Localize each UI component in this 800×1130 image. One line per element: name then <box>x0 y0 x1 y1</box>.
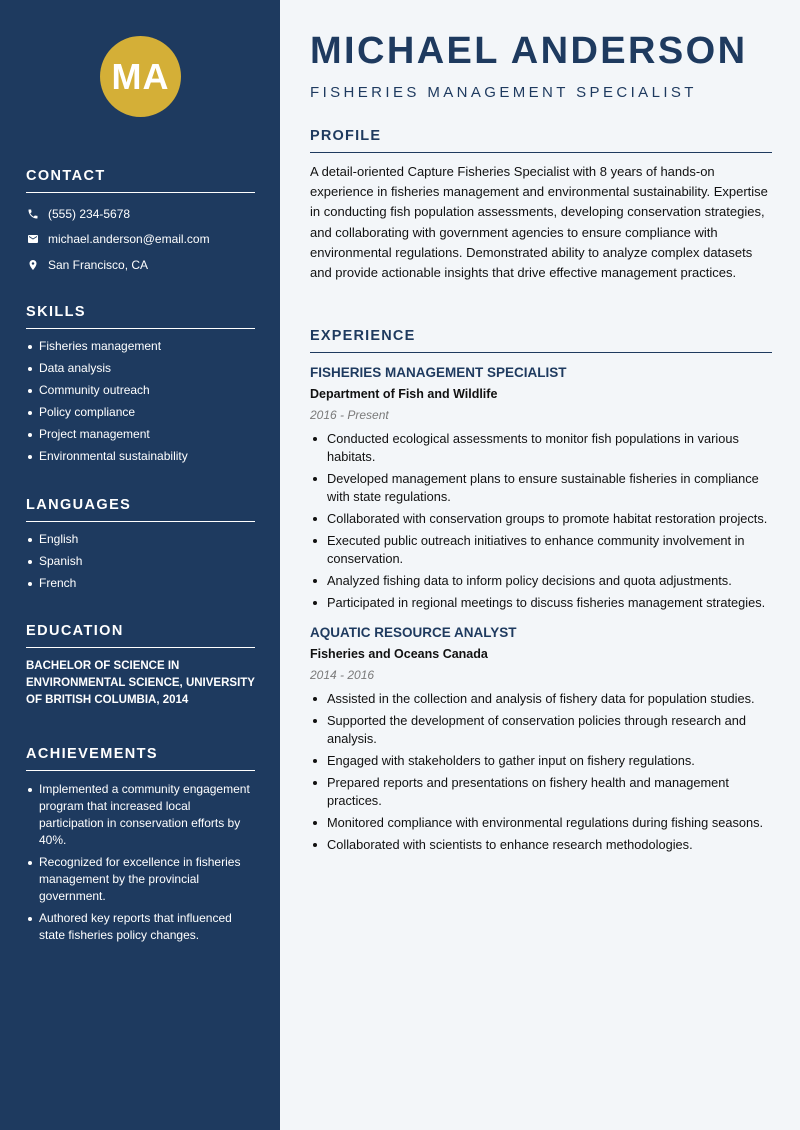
list-item: Engaged with stakeholders to gather input on fishery regulations. <box>310 752 772 770</box>
contact-location <box>26 252 255 278</box>
location-text: San Francisco, CA <box>48 257 149 272</box>
experience-heading: EXPERIENCE <box>310 328 772 353</box>
list-item: Supported the development of conservation policies through research and analysis. <box>310 712 772 748</box>
contact-phone <box>26 201 255 227</box>
list-item: Collaborated with conservation groups to promote habitat restoration projects. <box>310 510 772 528</box>
list-item: Environmental sustainability <box>26 448 255 465</box>
languages-heading: LANGUAGES <box>26 497 255 522</box>
profile-text: A detail-oriented Capture Fisheries Specialist with 8 years of hands-on experience in fisheries management and environmental sustainability. Expertise in conducting fish population assessments, developing conservation strategies, and collaborating with government agencies to ensure compliance with environmental regulations. Demonstrated ability to analyze complex datasets and provide actionable insights that drive effective management practices. <box>310 164 768 281</box>
education-heading: EDUCATION <box>26 623 255 648</box>
achievements-section <box>26 746 255 949</box>
education-degree: BACHELOR OF SCIENCE IN ENVIRONMENTAL SCIENCE, UNIVERSITY OF BRITISH COLUMBIA, 2014 <box>26 660 255 706</box>
list-item: Monitored compliance with environmental regulations during fishing seasons. <box>310 814 772 832</box>
job-company: Department of Fish and Wildlife <box>310 387 498 401</box>
list-item: Executed public outreach initiatives to enhance community involvement in conservation. <box>310 532 772 568</box>
list-item: Spanish <box>26 553 255 570</box>
candidate-title: FISHERIES MANAGEMENT SPECIALIST <box>310 84 697 101</box>
profile-heading: PROFILE <box>310 128 772 153</box>
job-company: Fisheries and Oceans Canada <box>310 647 488 661</box>
email-text: michael.anderson@email.com <box>48 232 210 247</box>
list-item: Fisheries management <box>26 338 255 355</box>
avatar-initials: MA <box>100 36 181 117</box>
list-item: Assisted in the collection and analysis of fishery data for population studies. <box>310 690 772 708</box>
contact-section <box>26 168 255 278</box>
profile-section <box>310 128 772 283</box>
education-section <box>26 623 255 709</box>
phone-icon <box>26 207 40 221</box>
languages-list <box>26 531 255 592</box>
job-title: AQUATIC RESOURCE ANALYST <box>310 625 517 640</box>
list-item: Prepared reports and presentations on fishery health and management practices. <box>310 774 772 810</box>
list-item: Recognized for excellence in fisheries management by the provincial government. <box>26 854 255 905</box>
skills-section <box>26 304 255 470</box>
skills-list <box>26 338 255 465</box>
achievements-heading: ACHIEVEMENTS <box>26 746 255 771</box>
list-item: Analyzed fishing data to inform policy decisions and quota adjustments. <box>310 572 772 590</box>
list-item: English <box>26 531 255 548</box>
sidebar <box>0 0 280 1130</box>
location-pin-icon <box>26 258 40 272</box>
list-item: Project management <box>26 426 255 443</box>
job-dates: 2014 - 2016 <box>310 668 375 682</box>
languages-section <box>26 497 255 597</box>
list-item: French <box>26 575 255 592</box>
phone-text: (555) 234-5678 <box>48 206 131 221</box>
list-item: Policy compliance <box>26 404 255 421</box>
job-entry <box>310 365 772 612</box>
contact-heading: CONTACT <box>26 168 255 193</box>
list-item: Implemented a community engagement program that increased local participation in conservation efforts by 40%. <box>26 781 255 849</box>
list-item: Participated in regional meetings to discuss fisheries management strategies. <box>310 594 772 612</box>
experience-section <box>310 328 772 858</box>
job-dates: 2016 - Present <box>310 408 389 422</box>
contact-email <box>26 227 255 253</box>
list-item: Conducted ecological assessments to monitor fish populations in various habitats. <box>310 430 772 466</box>
job-bullets <box>310 690 772 854</box>
list-item: Developed management plans to ensure sustainable fisheries in compliance with state regulations. <box>310 470 772 506</box>
job-title: FISHERIES MANAGEMENT SPECIALIST <box>310 365 567 380</box>
skills-heading: SKILLS <box>26 304 255 329</box>
list-item: Authored key reports that influenced state fisheries policy changes. <box>26 910 255 944</box>
job-entry <box>310 625 772 854</box>
list-item: Community outreach <box>26 382 255 399</box>
job-bullets <box>310 430 772 612</box>
list-item: Collaborated with scientists to enhance research methodologies. <box>310 836 772 854</box>
candidate-name: MICHAEL ANDERSON <box>310 30 748 72</box>
email-icon <box>26 232 40 246</box>
achievements-list <box>26 781 255 944</box>
list-item: Data analysis <box>26 360 255 377</box>
